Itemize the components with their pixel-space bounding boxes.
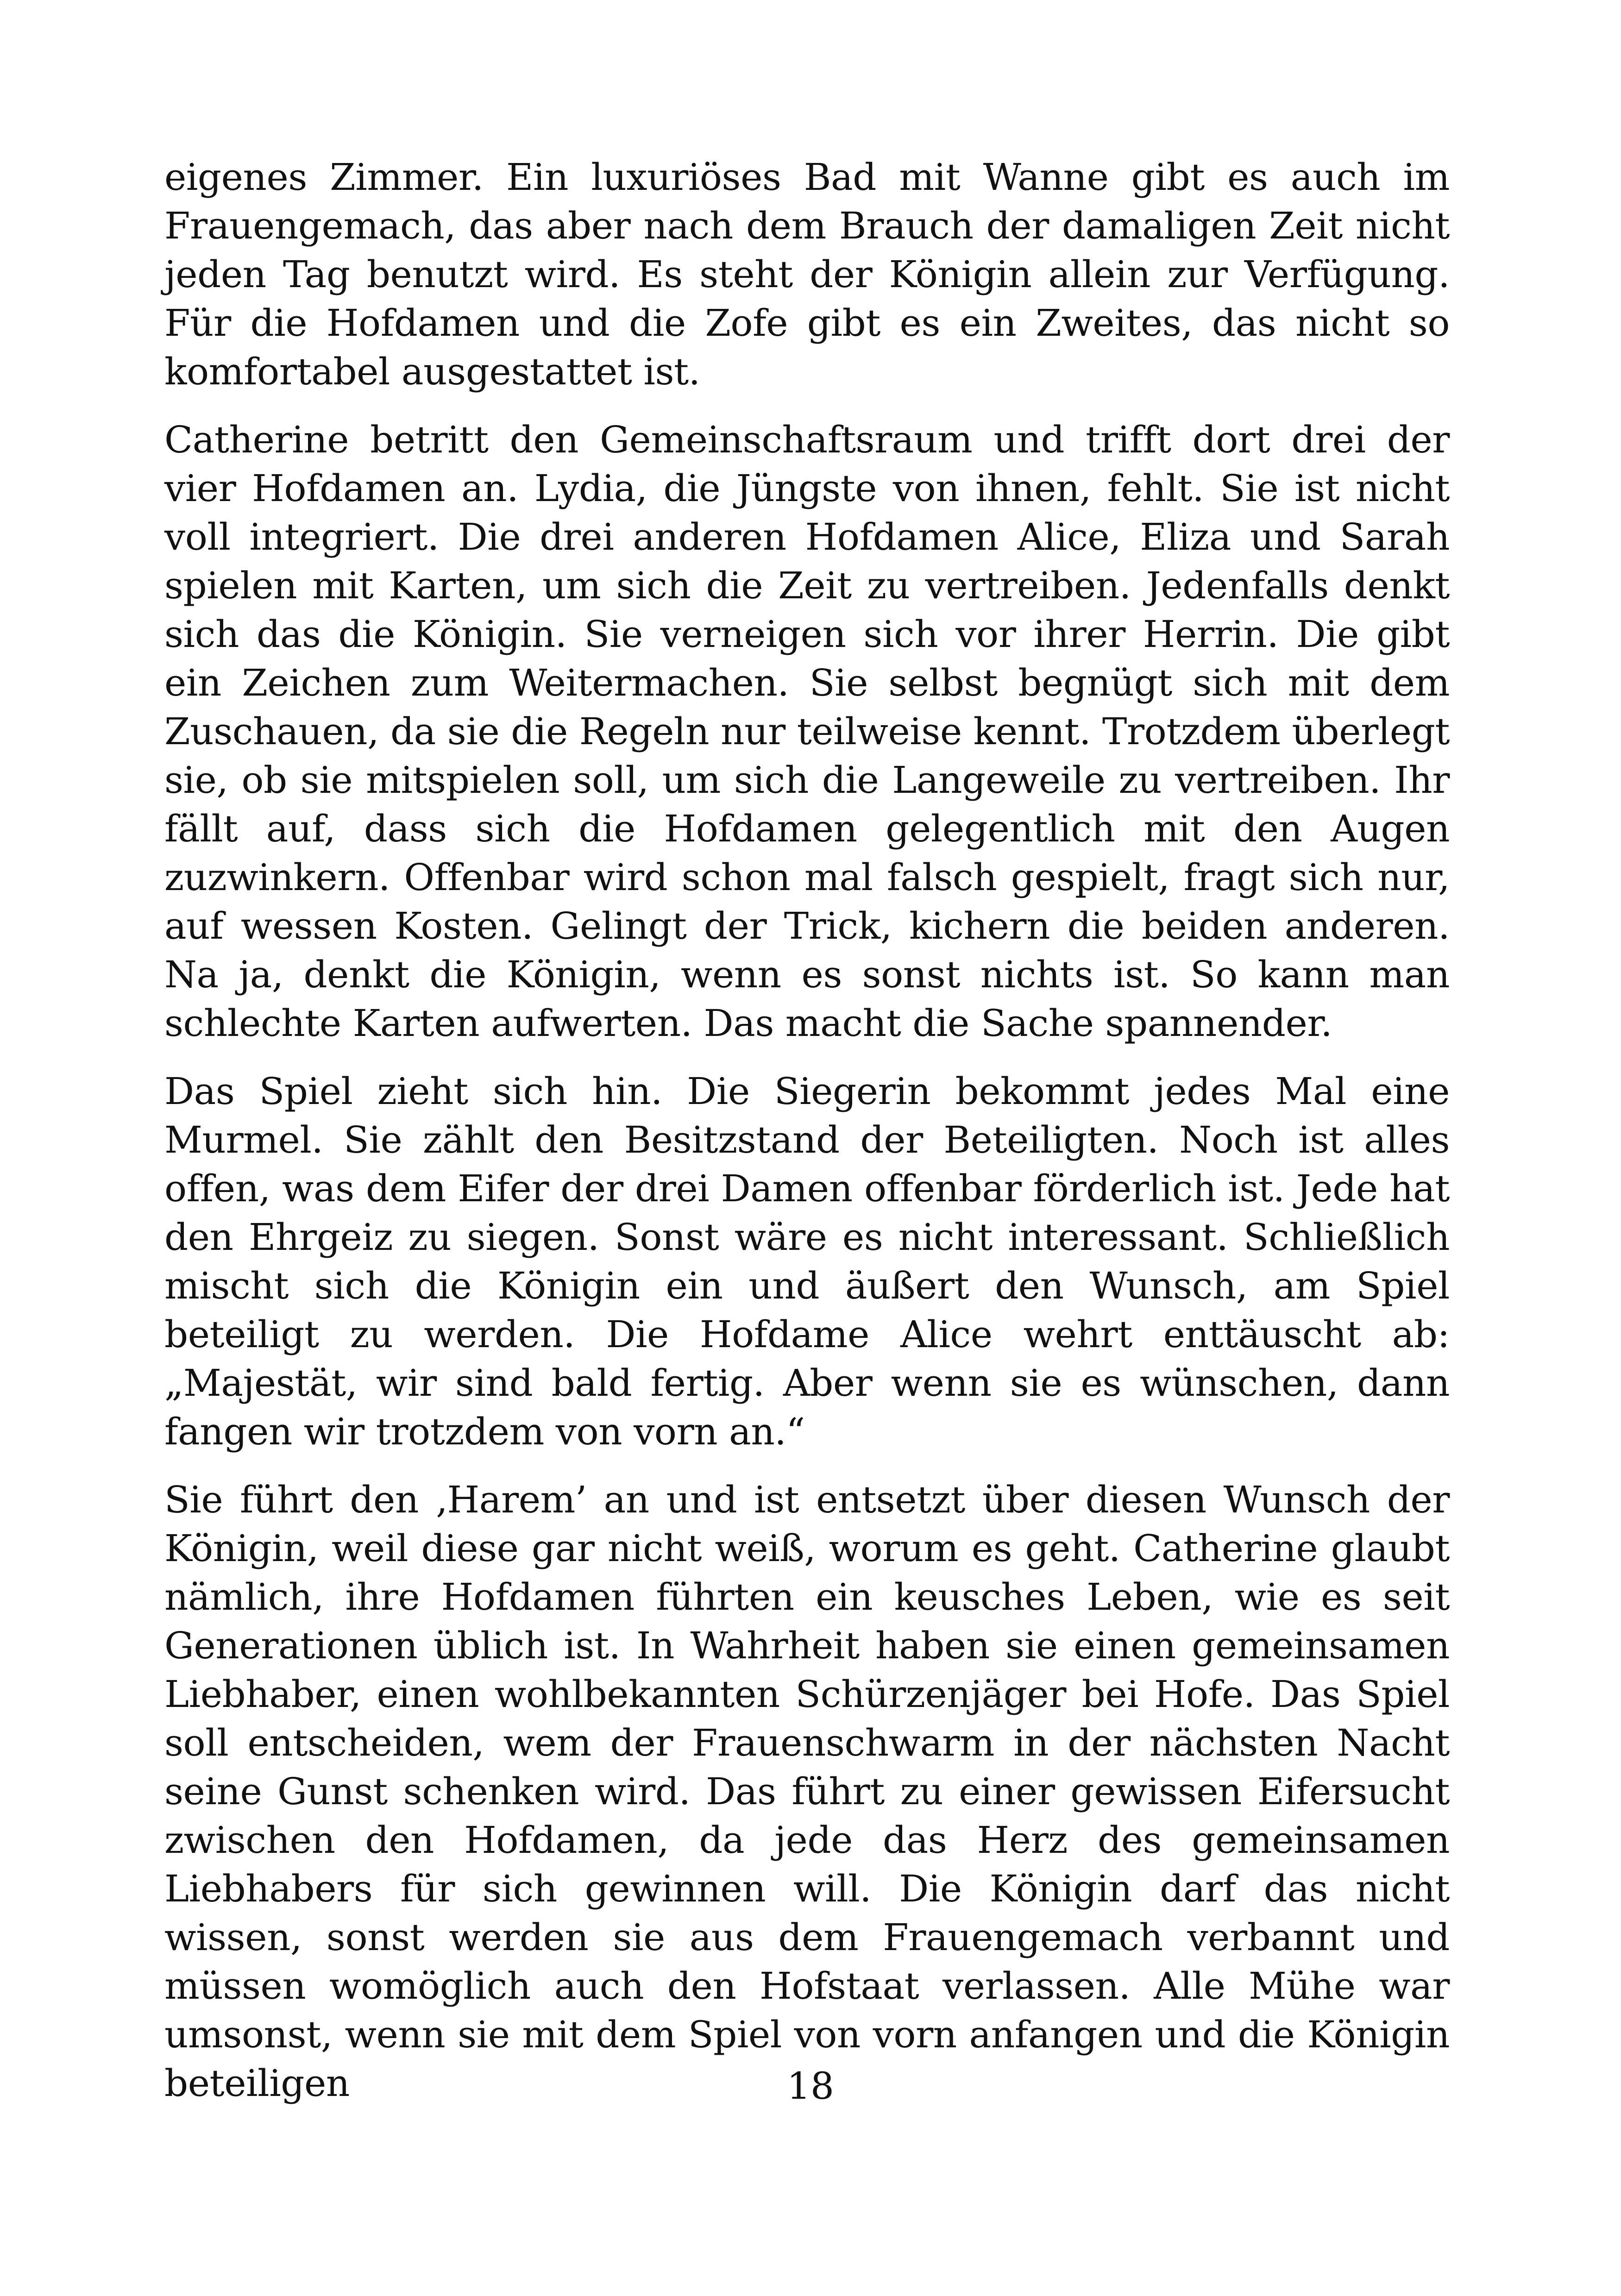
paragraph-2: Catherine betritt den Gemeinschaftsraum und trifft dort drei der vier Hofdamen an. Lydia, die Jüngste von ihnen, fehlt. Sie ist nicht voll integriert. Die drei anderen Hofdamen Alice, Eliza und Sarah spielen mit Karten, um sich die Zeit zu vertreiben. Jedenfalls denkt sich das die Königin. Sie verneigen sich vor ihrer Herrin. Die gibt ein Zeichen zum Weitermachen. Sie selbst begnügt sich mit dem Zuschauen, da sie die Regeln nur teilweise kennt. Trotzdem überlegt sie, ob sie mitspielen soll, um sich die Langeweile zu vertreiben. Ihr fällt auf, dass sich die Hofdamen gelegentlich mit den Augen zuzwinkern. Offenbar wird schon mal falsch gespielt, fragt sich nur, auf wessen Kosten. Gelingt der Trick, kichern die beiden anderen. Na ja, denkt die Königin, wenn es sonst nichts ist. So kann man schlechte Karten aufwerten. Das macht die Sache spannender.	[164, 418, 1450, 1045]
paragraph-1: eigenes Zimmer. Ein luxuriöses Bad mit Wanne gibt es auch im Frauengemach, das aber nach dem Brauch der damaligen Zeit nicht jeden Tag benutzt wird. Es steht der Königin allein zur Verfügung. Für die Hofdamen und die Zofe gibt es ein Zweites, das nicht so komfortabel ausgestattet ist.	[164, 156, 1450, 393]
page-number: 18	[787, 2064, 834, 2108]
page-body	[164, 153, 1450, 2127]
paragraph-3: Das Spiel zieht sich hin. Die Siegerin bekommt jedes Mal eine Murmel. Sie zählt den Besitzstand der Beteiligten. Noch ist alles offen, was dem Eifer der drei Damen offenbar förderlich ist. Jede hat den Ehrgeiz zu siegen. Sonst wäre es nicht interessant. Schließlich mischt sich die Königin ein und äußert den Wunsch, am Spiel beteiligt zu werden. Die Hofdame Alice wehrt enttäuscht ab: „Majestät, wir sind bald fertig. Aber wenn sie es wünschen, dann fangen wir trotzdem von vorn an.“	[164, 1070, 1450, 1453]
paragraph-4: Sie führt den ‚Harem’ an und ist entsetzt über diesen Wunsch der Königin, weil diese gar nicht weiß, worum es geht. Catherine glaubt nämlich, ihre Hofdamen führten ein keusches Leben, wie es seit Generationen üblich ist. In Wahrheit haben sie einen gemeinsamen Liebhaber, einen wohlbekannten Schürzenjäger bei Hofe. Das Spiel soll entscheiden, wem der Frauenschwarm in der nächsten Nacht seine Gunst schenken wird. Das führt zu einer gewissen Eifersucht zwischen den Hofdamen, da jede das Herz des gemeinsamen Liebhabers für sich gewinnen will. Die Königin darf das nicht wissen, sonst werden sie aus dem Frauengemach verbannt und müssen womöglich auch den Hofstaat verlassen. Alle Mühe war umsonst, wenn sie mit dem Spiel von vorn anfangen und die Königin beteiligen	[164, 1478, 1450, 2105]
